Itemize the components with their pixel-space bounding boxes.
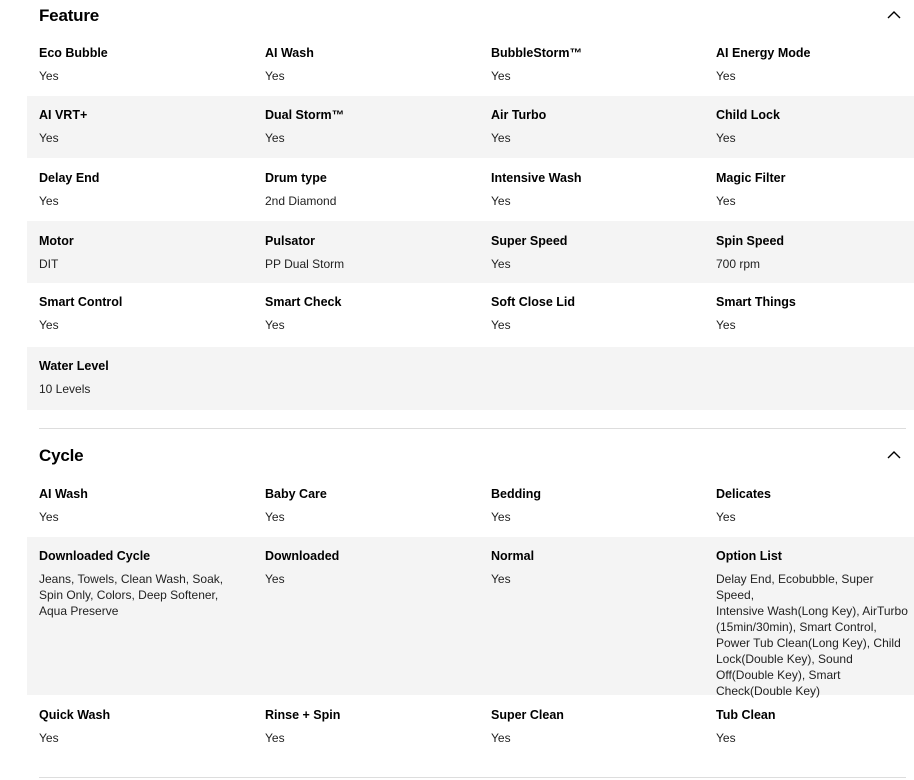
spec-item bbox=[491, 486, 711, 525]
spec-value: Yes bbox=[39, 731, 59, 745]
spec-value: Yes bbox=[491, 510, 511, 524]
spec-item bbox=[39, 486, 259, 525]
spec-item bbox=[491, 107, 711, 146]
spec-item bbox=[716, 707, 912, 746]
spec-value: Yes bbox=[716, 69, 736, 83]
spec-row bbox=[27, 537, 914, 698]
spec-value: 700 rpm bbox=[716, 257, 761, 271]
spec-label: Soft Close Lid bbox=[491, 295, 576, 309]
spec-item bbox=[265, 170, 485, 209]
spec-label: Drum type bbox=[265, 171, 327, 185]
spec-label: Rinse + Spin bbox=[265, 708, 341, 722]
section-title: Feature bbox=[39, 6, 100, 25]
spec-value: Yes bbox=[491, 318, 511, 332]
spec-item bbox=[39, 107, 259, 146]
spec-value: Jeans, Towels, Clean Wash, Soak, Spin Only, Colors, Deep Softener, Aqua Preserve bbox=[39, 572, 224, 618]
spec-item bbox=[265, 486, 485, 525]
spec-label: AI Energy Mode bbox=[716, 46, 811, 60]
spec-label: Air Turbo bbox=[491, 108, 547, 122]
spec-label: Spin Speed bbox=[716, 234, 785, 248]
spec-label: Magic Filter bbox=[716, 171, 786, 185]
spec-item bbox=[39, 45, 259, 84]
spec-label: Eco Bubble bbox=[39, 46, 108, 60]
spec-label: Super Clean bbox=[491, 708, 564, 722]
spec-value: Yes bbox=[265, 318, 285, 332]
spec-label: Smart Check bbox=[265, 295, 342, 309]
spec-label: Dual Storm™ bbox=[265, 108, 345, 122]
spec-value: Yes bbox=[265, 69, 285, 83]
spec-value: 10 Levels bbox=[39, 382, 91, 396]
spec-value: Yes bbox=[265, 731, 285, 745]
spec-label: AI VRT+ bbox=[39, 108, 88, 122]
spec-label: Pulsator bbox=[265, 234, 316, 248]
spec-item bbox=[491, 707, 711, 746]
spec-value: 2nd Diamond bbox=[265, 194, 337, 208]
spec-item bbox=[265, 45, 485, 84]
spec-row bbox=[27, 347, 914, 410]
spec-value: Yes bbox=[39, 510, 59, 524]
spec-label: Smart Things bbox=[716, 295, 796, 309]
spec-label: AI Wash bbox=[39, 487, 88, 501]
spec-label: Delay End bbox=[39, 171, 100, 185]
spec-row bbox=[27, 34, 914, 96]
spec-label: Tub Clean bbox=[716, 708, 776, 722]
spec-item bbox=[716, 294, 912, 333]
spec-label: Bedding bbox=[491, 487, 541, 501]
spec-value: Yes bbox=[491, 257, 511, 271]
spec-value: Delay End, Ecobubble, Super Speed, Intensive Wash(Long Key), AirTurbo (15min/30min), Smart Control, Power Tub Clean(Long Key), Child Lock(Double Key), Sound Off(Double Key), Smart Check(Double Key) bbox=[716, 572, 908, 698]
spec-label: Normal bbox=[491, 549, 535, 563]
spec-value: PP Dual Storm bbox=[265, 257, 345, 271]
spec-label: AI Wash bbox=[265, 46, 314, 60]
spec-item bbox=[716, 486, 912, 525]
spec-row bbox=[27, 158, 914, 221]
spec-value: Yes bbox=[716, 131, 736, 145]
spec-value: Yes bbox=[716, 510, 736, 524]
section-title: Cycle bbox=[39, 446, 84, 465]
section-divider bbox=[39, 428, 906, 429]
spec-value: Yes bbox=[265, 510, 285, 524]
section-divider bbox=[39, 777, 906, 778]
spec-item bbox=[491, 294, 711, 333]
spec-label: Water Level bbox=[39, 359, 109, 373]
spec-value: Yes bbox=[265, 572, 285, 586]
spec-label: Delicates bbox=[716, 487, 771, 501]
spec-label: Motor bbox=[39, 234, 74, 248]
spec-label: Option List bbox=[716, 549, 782, 563]
spec-row bbox=[27, 96, 914, 158]
spec-value: Yes bbox=[716, 318, 736, 332]
spec-item bbox=[265, 107, 485, 146]
spec-item bbox=[716, 170, 912, 209]
spec-item bbox=[491, 45, 711, 84]
spec-value: Yes bbox=[39, 69, 59, 83]
spec-row bbox=[27, 475, 914, 537]
spec-item bbox=[39, 707, 259, 746]
spec-row bbox=[27, 695, 914, 757]
spec-value: Yes bbox=[716, 731, 736, 745]
spec-row bbox=[27, 221, 914, 283]
spec-value: Yes bbox=[39, 131, 59, 145]
spec-item bbox=[39, 294, 259, 333]
spec-value: Yes bbox=[39, 318, 59, 332]
spec-value: Yes bbox=[491, 194, 511, 208]
spec-value: Yes bbox=[491, 731, 511, 745]
spec-item bbox=[716, 548, 912, 699]
spec-item bbox=[491, 233, 711, 272]
spec-item bbox=[265, 707, 485, 746]
spec-item bbox=[491, 548, 711, 587]
chevron-up-icon[interactable] bbox=[886, 444, 904, 468]
spec-item bbox=[716, 45, 912, 84]
spec-value: Yes bbox=[265, 131, 285, 145]
spec-item bbox=[39, 233, 259, 272]
spec-value: Yes bbox=[491, 131, 511, 145]
spec-item bbox=[39, 358, 259, 397]
spec-item bbox=[39, 548, 259, 619]
spec-label: Downloaded Cycle bbox=[39, 549, 151, 563]
spec-item bbox=[265, 294, 485, 333]
spec-label: BubbleStorm™ bbox=[491, 46, 582, 60]
spec-item bbox=[716, 107, 912, 146]
section-header-feature[interactable] bbox=[39, 4, 906, 28]
spec-label: Downloaded bbox=[265, 549, 340, 563]
spec-value: Yes bbox=[491, 69, 511, 83]
section-header-cycle[interactable] bbox=[39, 444, 906, 468]
spec-label: Child Lock bbox=[716, 108, 780, 122]
spec-label: Intensive Wash bbox=[491, 171, 582, 185]
spec-label: Super Speed bbox=[491, 234, 568, 248]
spec-label: Quick Wash bbox=[39, 708, 111, 722]
spec-label: Baby Care bbox=[265, 487, 327, 501]
spec-value: Yes bbox=[491, 572, 511, 586]
spec-item bbox=[265, 548, 485, 587]
chevron-up-icon[interactable] bbox=[886, 4, 904, 28]
spec-row bbox=[27, 283, 914, 347]
spec-label: Smart Control bbox=[39, 295, 123, 309]
spec-value: Yes bbox=[39, 194, 59, 208]
spec-item bbox=[265, 233, 485, 272]
spec-item bbox=[716, 233, 912, 272]
spec-item bbox=[39, 170, 259, 209]
spec-value: Yes bbox=[716, 194, 736, 208]
spec-item bbox=[491, 170, 711, 209]
spec-value: DIT bbox=[39, 257, 59, 271]
